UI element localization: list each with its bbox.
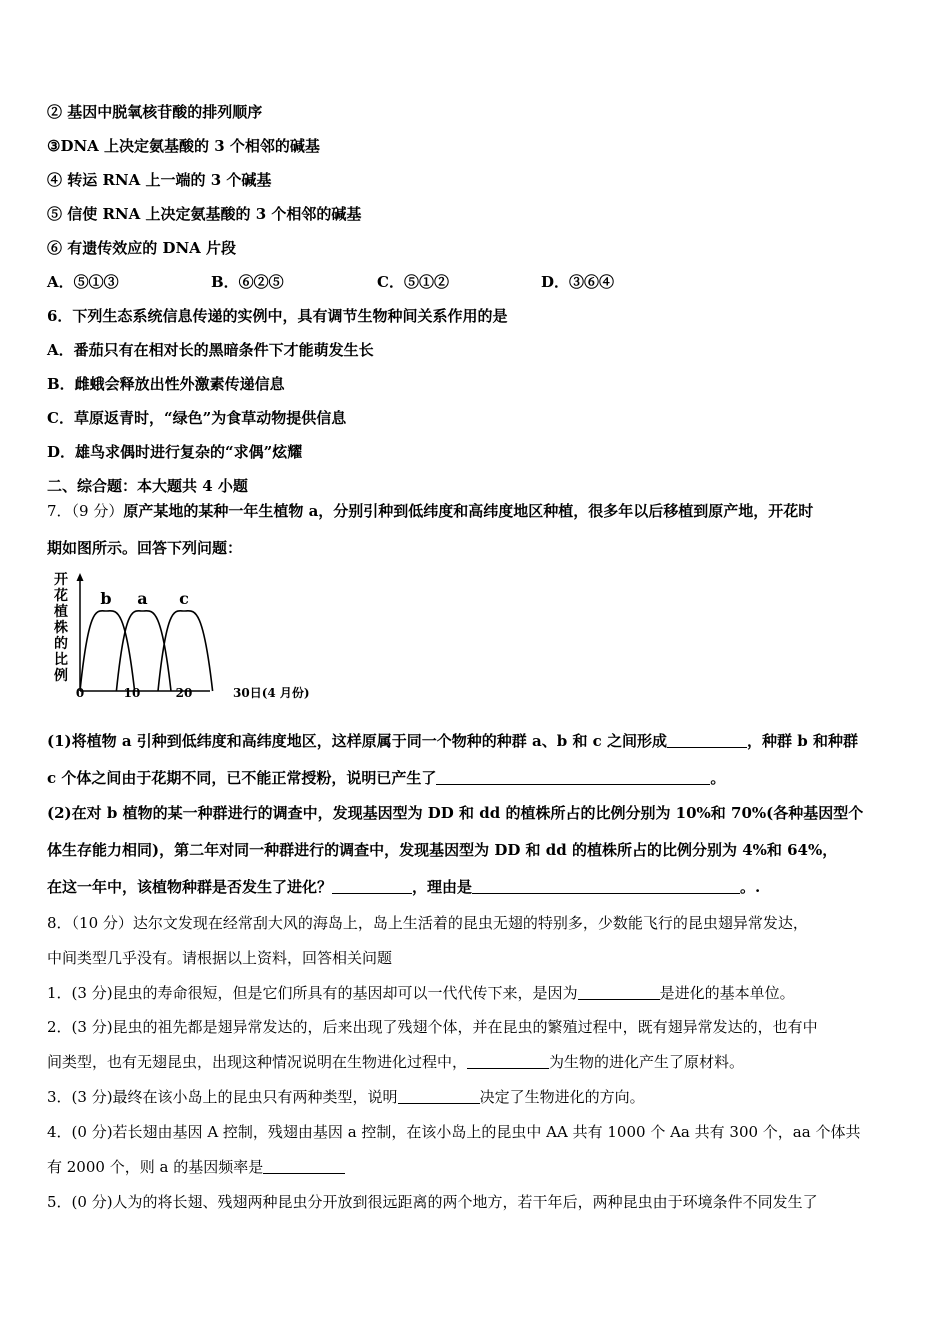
flowering-chart: [45, 567, 310, 705]
answer-blank[interactable]: [667, 732, 747, 748]
answer-blank[interactable]: [398, 1088, 480, 1104]
q6-stem: 6．下列生态系统信息传递的实例中，具有调节生物种间关系作用的是: [47, 307, 508, 325]
q5-item: ③DNA 上决定氨基酸的 3 个相邻的碱基: [47, 137, 320, 155]
q7-part2-line1: (2)在对 b 植物的某一种群进行的调查中，发现基因型为 DD 和 dd 的植株所占的比例分别为 10%和 70%(各种基因型个: [47, 804, 864, 822]
q6-option-c: C．草原返青时，“绿色”为食草动物提供信息: [47, 409, 347, 427]
x-tick-label: 10: [123, 686, 141, 700]
ylabel-char: 开: [54, 572, 68, 588]
x-tick-label: 0: [75, 686, 85, 700]
ylabel-char: 比: [54, 652, 68, 668]
q5-option-c: C．⑤①②: [377, 273, 449, 291]
q5-item: ⑤ 信使 RNA 上决定氨基酸的 3 个相邻的碱基: [47, 205, 362, 223]
x-axis-label: 30日(4 月份): [233, 686, 310, 700]
answer-blank[interactable]: [263, 1158, 345, 1174]
ylabel-char: 植: [54, 604, 68, 620]
answer-blank[interactable]: [436, 769, 710, 785]
y-axis-arrow: [77, 573, 84, 581]
answer-blank[interactable]: [467, 1053, 549, 1069]
ylabel-char: 花: [54, 588, 68, 604]
q7-part2-line2: 体生存能力相同)，第二年对同一种群进行的调查中，发现基因型为 DD 和 dd 的植株所占的比例分别为 4%和 64%，: [47, 841, 838, 859]
q5-options: [47, 272, 667, 292]
q5-item: ⑥ 有遗传效应的 DNA 片段: [47, 239, 237, 257]
q7-part1-line2: c 个体之间由于花期不同，已不能正常授粉，说明已产生了 。: [47, 769, 726, 787]
q7-part2-line3: 在这一年中，该植物种群是否发生了进化？ ，理由是 。.: [47, 878, 761, 896]
q5-item: ④ 转运 RNA 上一端的 3 个碱基: [47, 171, 272, 189]
q8-sub3: 3．(3 分)最终在该小岛上的昆虫只有两种类型，说明 决定了生物进化的方向。: [47, 1088, 645, 1106]
q6-option-d: D．雄鸟求偶时进行复杂的“求偶”炫耀: [47, 443, 303, 461]
q8-stem-line2: 中间类型几乎没有。请根据以上资料，回答相关问题: [47, 949, 393, 967]
curve-b: [80, 611, 135, 691]
q6-option-b: B．雌蛾会释放出性外激素传递信息: [47, 375, 285, 393]
q8-sub1: 1．(3 分)昆虫的寿命很短，但是它们所具有的基因却可以一代代传下来，是因为 是进化的基本单位。: [47, 984, 795, 1002]
q8-sub2-line2: 间类型，也有无翅昆虫，出现这种情况说明在生物进化过程中， 为生物的进化产生了原材料。: [47, 1053, 745, 1071]
q8-sub4-line2: 有 2000 个，则 a 的基因频率是: [47, 1157, 345, 1177]
curve-label-c: c: [179, 589, 189, 608]
q8-sub2-line1: 2．(3 分)昆虫的祖先都是翅异常发达的，后来出现了残翅个体，并在昆虫的繁殖过程中，既有翅异常发达的，也有中: [47, 1018, 818, 1036]
q8-sub5-line1: 5．(0 分)人为的将长翅、残翅两种昆虫分开放到很远距离的两个地方，若干年后，两种昆虫由于环境条件不同发生了: [47, 1193, 818, 1211]
q7-number: 7．（9 分）: [47, 502, 124, 520]
q8-stem-line1: 8．（10 分）达尔文发现在经常刮大风的海岛上，岛上生活着的昆虫无翅的特别多，少数能飞行的昆虫翅异常发达，: [47, 914, 808, 932]
q5-item: ② 基因中脱氧核苷酸的排列顺序: [47, 103, 263, 121]
q8-number: 8．（10 分）: [47, 914, 133, 932]
q7-stem-line2: 期如图所示。回答下列问题：: [47, 539, 243, 557]
ylabel-char: 的: [54, 636, 68, 652]
q6-option-a: A．番茄只有在相对长的黑暗条件下才能萌发生长: [47, 341, 374, 359]
curve-label-b: b: [100, 589, 112, 608]
ylabel-char: 株: [54, 620, 68, 636]
q5-option-b: B．⑥②⑤: [211, 273, 284, 291]
chart-ylabel: [53, 572, 68, 684]
answer-blank[interactable]: [472, 878, 740, 894]
q5-option-d: D．③⑥④: [541, 273, 615, 291]
q8-sub4-line1: 4．(0 分)若长翅由基因 A 控制，残翅由基因 a 控制，在该小岛上的昆虫中 AA 共有 1000 个 Aa 共有 300 个，aa 个体共: [47, 1123, 861, 1141]
q5-option-a: A．⑤①③: [47, 273, 119, 291]
q7-part1-line1: (1)将植物 a 引种到低纬度和高纬度地区，这样原属于同一个物种的种群 a、b 和 c 之间形成 ，种群 b 和种群: [47, 732, 858, 750]
answer-blank[interactable]: [578, 984, 660, 1000]
answer-blank[interactable]: [332, 878, 412, 894]
ylabel-char: 例: [54, 668, 68, 684]
q7-stem-line1: 7．（9 分）原产某地的某种一年生植物 a，分别引种到低纬度和高纬度地区种植，很多年以后移植到原产地，开花时: [47, 502, 814, 520]
x-tick-label: 20: [175, 686, 193, 700]
curve-label-a: a: [137, 589, 148, 608]
section-title: 二、综合题：本大题共 4 小题: [47, 477, 248, 495]
